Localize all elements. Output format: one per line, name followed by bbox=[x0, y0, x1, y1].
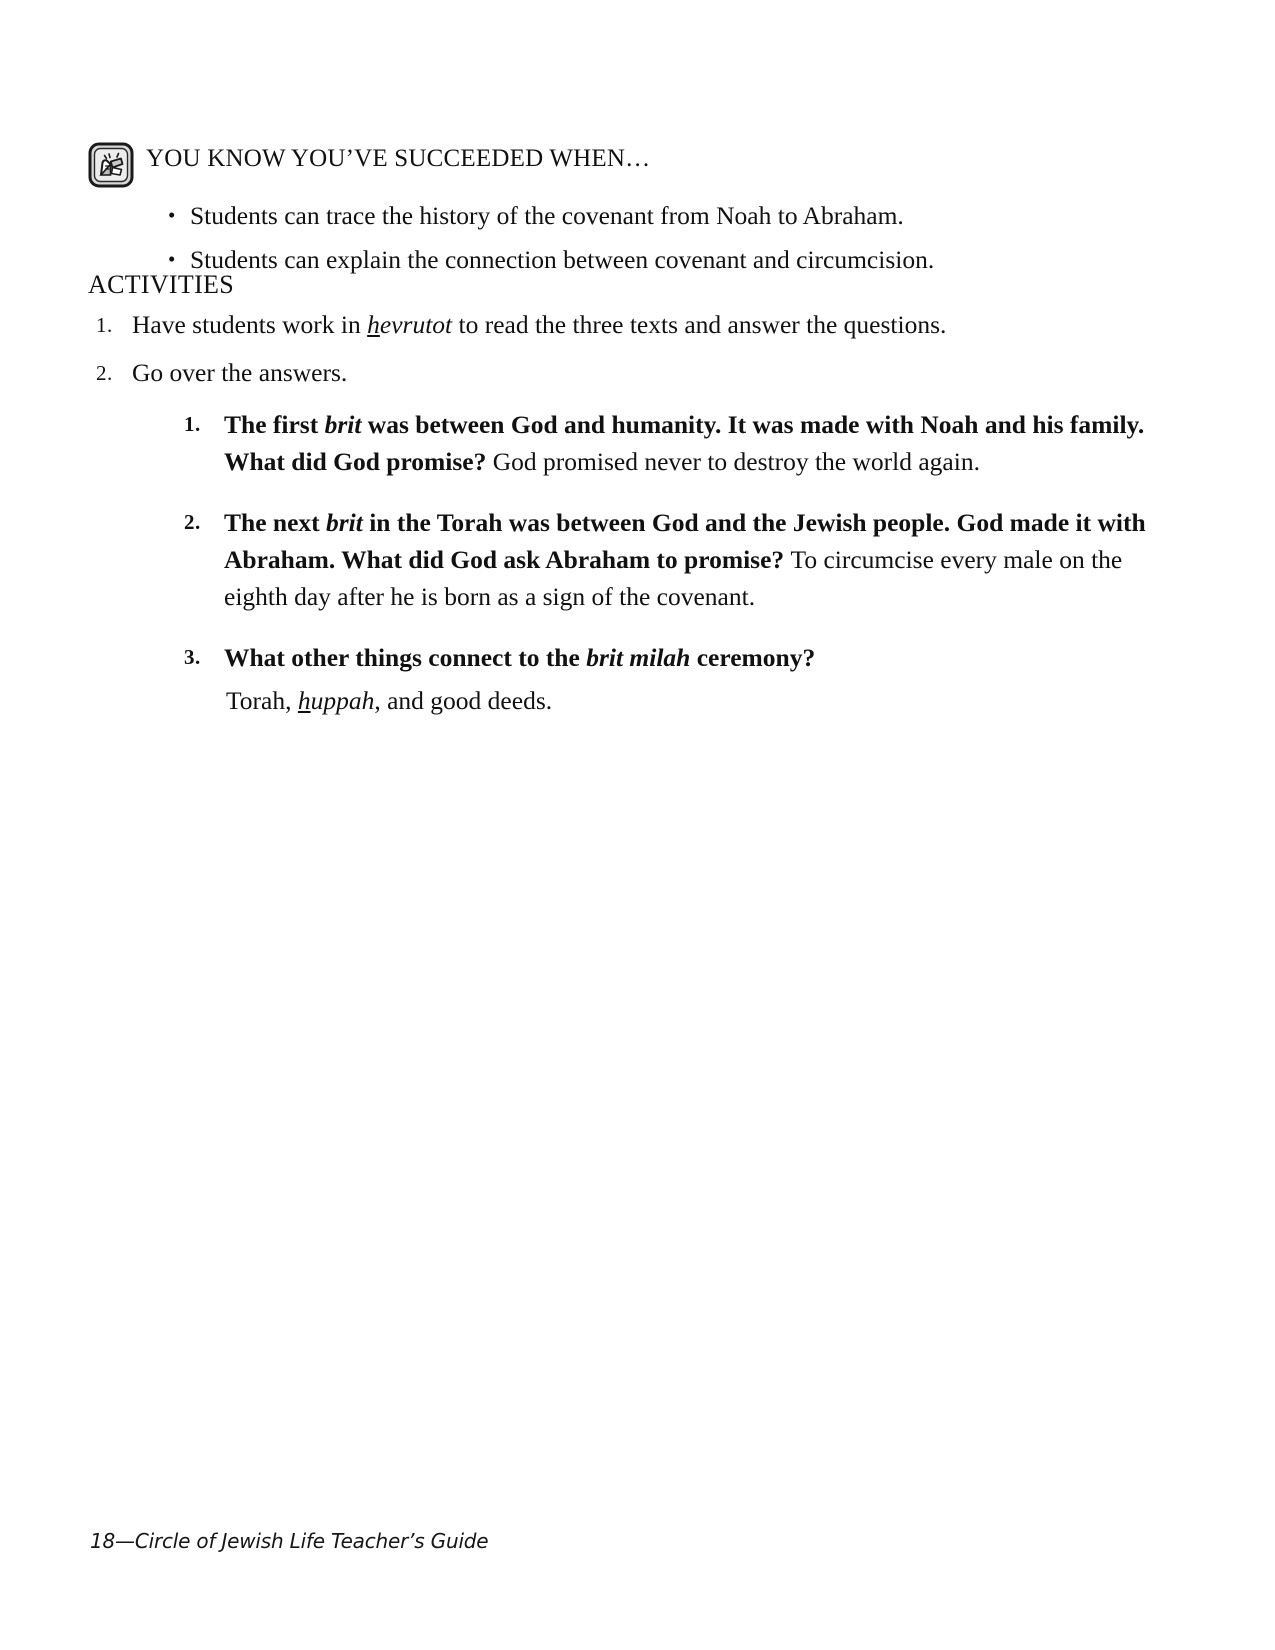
activity-number: 2. bbox=[96, 361, 113, 385]
answer-number: 3. bbox=[184, 645, 201, 669]
hevrutot-term bbox=[367, 310, 452, 339]
answer-text bbox=[224, 682, 1170, 719]
answer-question-part2: ceremony? bbox=[690, 643, 816, 672]
activities-list bbox=[88, 308, 1146, 743]
list-item: • Students can trace the history of the covenant from Noah to Abraham. bbox=[168, 194, 1088, 238]
huppah-underlined-letter: h bbox=[297, 686, 311, 715]
answer-text: To circumcise every male on the eighth day after he is born as a sign of the covenant. bbox=[224, 545, 1123, 611]
brit-term: brit bbox=[326, 508, 363, 537]
brit-term: brit bbox=[324, 410, 362, 439]
succeeded-when-bullet-list bbox=[88, 194, 1088, 282]
activity-text-before: Have students work in bbox=[132, 310, 368, 339]
answer-item-3 bbox=[180, 639, 1170, 719]
answer-prefix: Torah, bbox=[226, 686, 298, 715]
huppah-rest: uppah bbox=[310, 686, 375, 715]
activities-heading: ACTIVITIES bbox=[88, 270, 234, 299]
list-item: • Students can explain the connection between covenant and circumcision. bbox=[168, 238, 1088, 282]
succeeded-when-header bbox=[88, 140, 1088, 188]
answer-item-1 bbox=[180, 406, 1170, 480]
activity-text-after: to read the three texts and answer the questions. bbox=[452, 310, 947, 339]
activity-text: Go over the answers. bbox=[132, 358, 348, 387]
activity-item-2 bbox=[88, 356, 1146, 719]
answer-question-part2: was between God and humanity. It was made with Noah and his family. What did God promise? bbox=[224, 410, 1145, 476]
footer-book-title: Circle of Jewish Life Teacher’s Guide bbox=[134, 1529, 489, 1553]
answer-suffix: , and good deeds. bbox=[374, 686, 553, 715]
answer-item-2 bbox=[180, 504, 1170, 615]
footer-page-number: 18— bbox=[90, 1529, 135, 1553]
brit-milah-term: brit milah bbox=[586, 643, 691, 672]
succeeded-when-section bbox=[88, 140, 1088, 282]
succeeded-when-heading: YOU KNOW YOU’VE SUCCEEDED WHEN… bbox=[146, 145, 651, 172]
hevrutot-rest: evrutot bbox=[379, 310, 453, 339]
handshake-covenant-icon bbox=[88, 142, 134, 188]
answer-question-part1: What other things connect to the bbox=[224, 643, 587, 672]
answer-text: God promised never to destroy the world again. bbox=[492, 447, 980, 476]
huppah-term bbox=[298, 686, 375, 715]
hevrutot-underlined-letter: h bbox=[367, 310, 380, 339]
activity-number: 1. bbox=[96, 313, 113, 337]
activity-item-1 bbox=[88, 308, 1098, 342]
answer-question-part1: The next bbox=[224, 508, 326, 537]
answer-question-part1: The first bbox=[224, 410, 325, 439]
answer-number: 2. bbox=[184, 510, 201, 534]
answer-question-part2: in the Torah was between God and the Jewish people. God made it with Abraham. What did God ask Abraham to promise? bbox=[224, 508, 1146, 574]
answers-list bbox=[132, 406, 1170, 719]
page-footer bbox=[90, 1529, 488, 1553]
answer-number: 1. bbox=[184, 412, 201, 436]
